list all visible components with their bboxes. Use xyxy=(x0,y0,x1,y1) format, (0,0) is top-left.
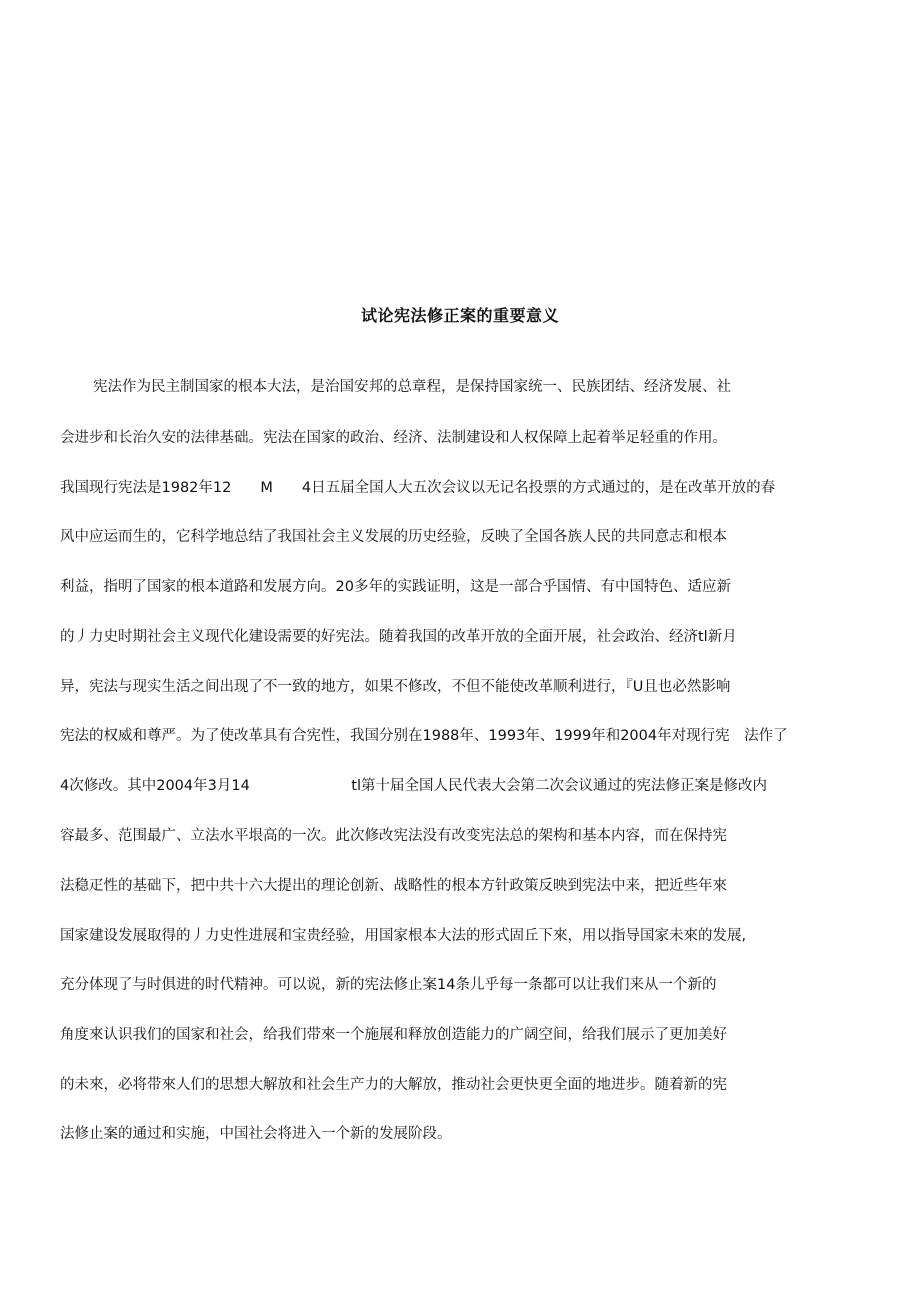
paragraph-line: 法稳疋性的基础下，把中共十六大提出的理论创新、战略性的根本方针政策反映到宪法中来，把近些年來 xyxy=(60,878,727,894)
paragraph-line: 的丿力史时期社会主义现代化建设需要的好宪法。随着我国的改革开放的全面开展，社会政治、经济tl新月 xyxy=(60,629,737,645)
paragraph-line: 宪法作为民主制国家的根本大法，是治国安邦的总章程，是保持国家统一、民族团结、经济发展、社 xyxy=(93,379,731,395)
paragraph-line: 法修止案的通过和实施，中国社会将进入一个新的发展阶段。 xyxy=(60,1126,452,1142)
paragraph-line: 异，宪法与现实生活之间出现了不一致的地方，如果不修改，不但不能使改革顺利进行，『U且也必然影响 xyxy=(60,679,731,695)
paragraph-line: 4次修改。其中2004年3月14 tl第十届全国人民代表大会第二次会议通过的宪法修正案是修改内 xyxy=(60,778,768,794)
paragraph-line: 充分体现了与时俱进的时代精神。可以说，新的宪法修止案14条儿乎每一条都可以让我们来从一个新的 xyxy=(60,977,717,993)
paragraph-line: 容最多、范围最广、立法水平垠高的一次。此次修改宪法没有改变宪法总的架构和基本内容，而在保持宪 xyxy=(60,828,727,844)
paragraph-line: 角度來认识我们的国家和社会，给我们带來一个施展和释放创造能力的广阔空间，给我们展示了更加美好 xyxy=(60,1027,727,1043)
paragraph-line: 利益，指明了国家的根本道路和发展方向。20多年的实践证明，这是一部合乎国情、有中国特色、适应新 xyxy=(60,579,731,595)
paragraph-line: 风中应运而生的，它科学地总结了我国社会主义发展的历史经验，反映了全国各族人民的共同意志和根本 xyxy=(60,529,727,545)
paragraph-line: 宪法的权威和尊严。为了使改革具有合宪性，我国分别在1988年、1993年、1999年和2004年对现行宪 法作了 xyxy=(60,728,788,744)
document-title: 试论宪法修正案的重要意义 xyxy=(360,306,559,325)
paragraph-line: 我国现行宪法是1982年12 M 4日五届全国人大五次会议以无记名投票的方式通过的，是在改革开放的春 xyxy=(60,480,776,496)
paragraph-line: 国家建设发展取得的丿力史性进展和宝贵经验，用国家根本大法的形式固丘下來，用以指导国家未來的发展, xyxy=(60,928,747,944)
paragraph-line: 会进步和长治久安的法律基础。宪法在国家的政治、经济、法制建设和人权保障上起着举足轻重的作用。 xyxy=(60,430,727,446)
paragraph-line: 的未來，必将带來人们的思想大解放和社会生产力的大解放，推动社会更快更全面的地进步。随着新的宪 xyxy=(60,1077,727,1093)
